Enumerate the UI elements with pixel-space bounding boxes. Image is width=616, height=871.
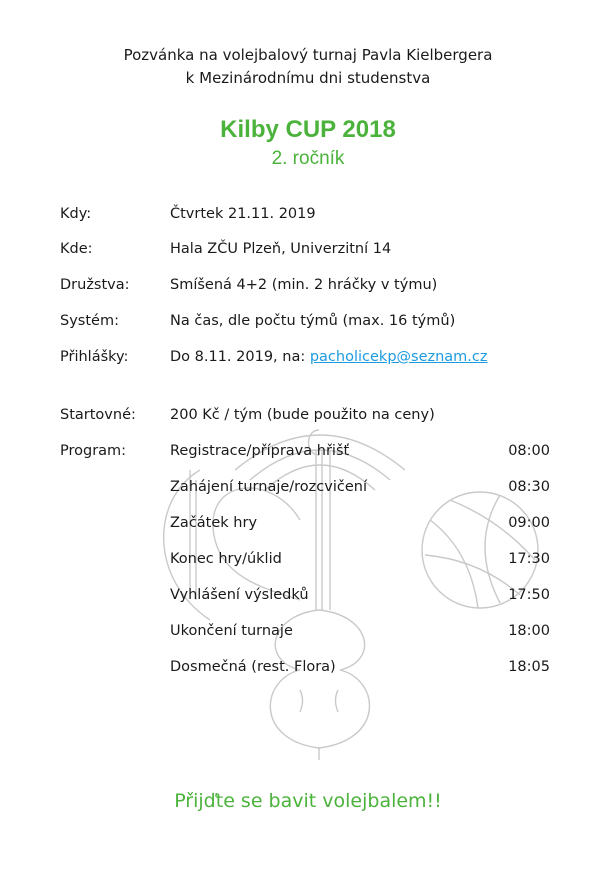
program-activity: Zahájení turnaje/rozcvičení: [170, 479, 367, 495]
registration-text: Do 8.11. 2019, na:: [170, 349, 310, 365]
detail-row-where: [0, 238, 616, 260]
fee-value: 200 Kč / tým (bude použito na ceny): [170, 407, 435, 423]
program-time: 08:00: [508, 443, 550, 459]
program-activity: Registrace/příprava hřišť: [170, 443, 350, 459]
detail-label: Systém:: [60, 313, 119, 329]
detail-row-when: [0, 203, 616, 225]
program-activity: Vyhlášení výsledků: [170, 587, 309, 603]
program-row: [0, 584, 616, 606]
event-title: Kilby CUP 2018: [220, 116, 396, 143]
program-activity: Ukončení turnaje: [170, 623, 293, 639]
detail-value: Hala ZČU Plzeň, Univerzitní 14: [170, 241, 392, 257]
intro-line-1: Pozvánka na volejbalový turnaj Pavla Kielbergera: [123, 46, 493, 64]
detail-label: Přihlášky:: [60, 349, 129, 365]
program-time: 18:05: [508, 659, 550, 675]
program-activity: Dosmečná (rest. Flora): [170, 659, 336, 675]
program-row: [0, 620, 616, 642]
detail-row-registration: [0, 346, 616, 368]
detail-label: Kde:: [60, 241, 93, 257]
program-row: [0, 656, 616, 678]
program-activity: Konec hry/úklid: [170, 551, 282, 567]
detail-value: Čtvrtek 21.11. 2019: [170, 206, 316, 222]
program-row: [0, 548, 616, 570]
email-link[interactable]: pacholicekp@seznam.cz: [309, 349, 488, 365]
detail-value: Na čas, dle počtu týmů (max. 16 týmů): [170, 313, 456, 329]
event-edition: 2. ročník: [271, 148, 345, 169]
program-row: [0, 512, 616, 534]
closing-message: Přijďte se bavit volejbalem!!: [174, 790, 442, 812]
detail-label: Kdy:: [60, 206, 92, 222]
program-row: [0, 476, 616, 498]
program-time: 08:30: [508, 479, 550, 495]
intro-line-2: k Mezinárodnímu dni studenstva: [185, 69, 431, 87]
program-label: Program:: [60, 443, 127, 459]
fee-label: Startovné:: [60, 407, 136, 423]
program-time: 18:00: [508, 623, 550, 639]
detail-row-teams: [0, 274, 616, 296]
program-time: 09:00: [508, 515, 550, 531]
program-time: 17:50: [508, 587, 550, 603]
program-row: [0, 440, 616, 462]
detail-value: [170, 346, 488, 368]
fee-row: [0, 404, 616, 426]
detail-value: Smíšená 4+2 (min. 2 hráčky v týmu): [170, 277, 438, 293]
detail-row-system: [0, 310, 616, 332]
detail-label: Družstva:: [60, 277, 130, 293]
program-activity: Začátek hry: [170, 515, 258, 531]
program-time: 17:30: [508, 551, 550, 567]
